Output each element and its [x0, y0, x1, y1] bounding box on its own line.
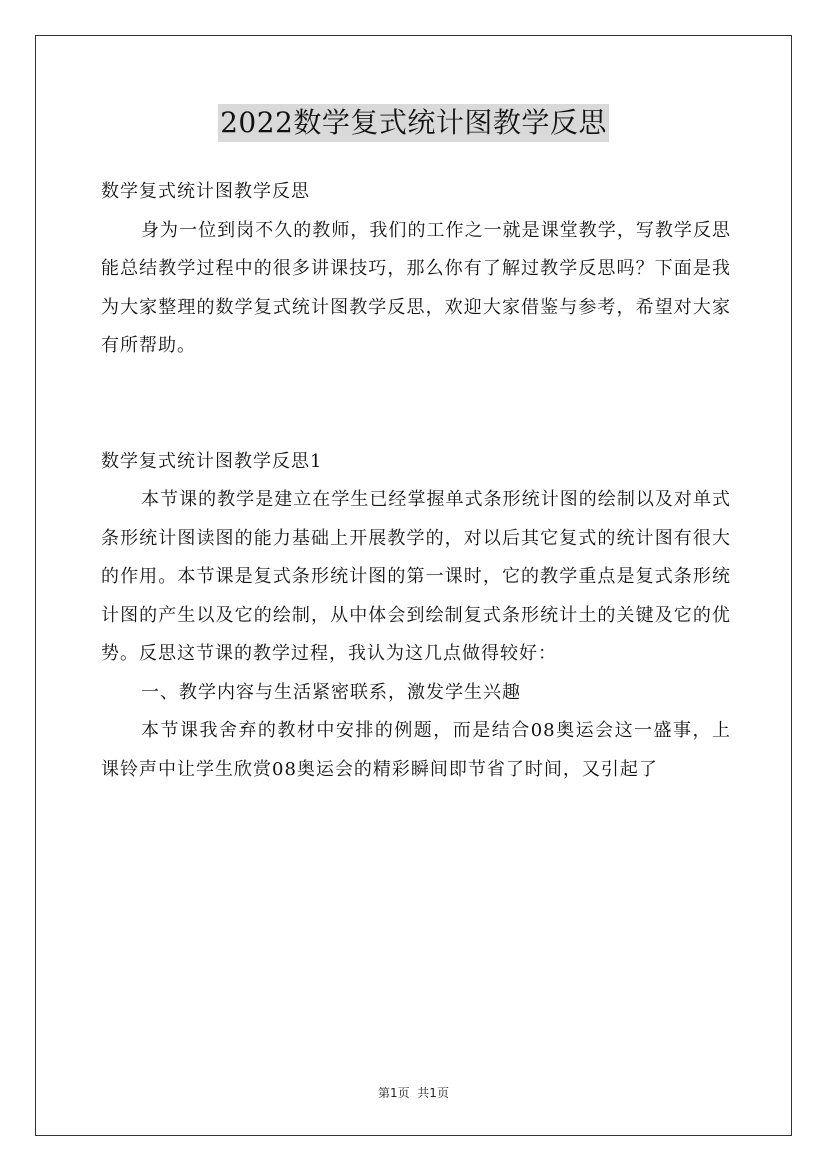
document-body: [101, 173, 731, 789]
document-subtitle: 数学复式统计图教学反思: [101, 181, 310, 202]
title-container: [0, 104, 827, 142]
section-paragraph-2: 本节课我舍弃的教材中安排的例题，而是结合08奥运会这一盛事，上课铃声中让学生欣赏08奥运会的精彩瞬间即节省了时间，又引起了: [101, 720, 731, 780]
page-number-info: 第1页 共1页: [378, 1086, 449, 1100]
intro-paragraph: 身为一位到岗不久的教师，我们的工作之一就是课堂教学，写教学反思能总结教学过程中的很多讲课技巧，那么你有了解过教学反思吗？下面是我为大家整理的数学复式统计图教学反思，欢迎大家借鉴与参考，希望对大家有所帮助。: [101, 219, 731, 356]
document-title: 2022数学复式统计图教学反思: [218, 104, 609, 142]
section-spacer: [101, 366, 731, 443]
page-footer: [0, 1084, 827, 1101]
section-paragraph-1: 本节课的教学是建立在学生已经掌握单式条形统计图的绘制以及对单式条形统计图读图的能力基础上开展教学的，对以后其它复式的统计图有很大的作用。本节课是复式条形统计图的第一课时，它的教学重点是复式条形统计图的产生以及它的绘制，从中体会到绘制复式条形统计土的关键及它的优势。反思这节课的教学过程，我认为这几点做得较好：: [101, 489, 731, 664]
point-heading: 一、教学内容与生活紧密联系，激发学生兴趣: [141, 681, 521, 703]
section-heading: 数学复式统计图教学反思1: [101, 450, 323, 472]
